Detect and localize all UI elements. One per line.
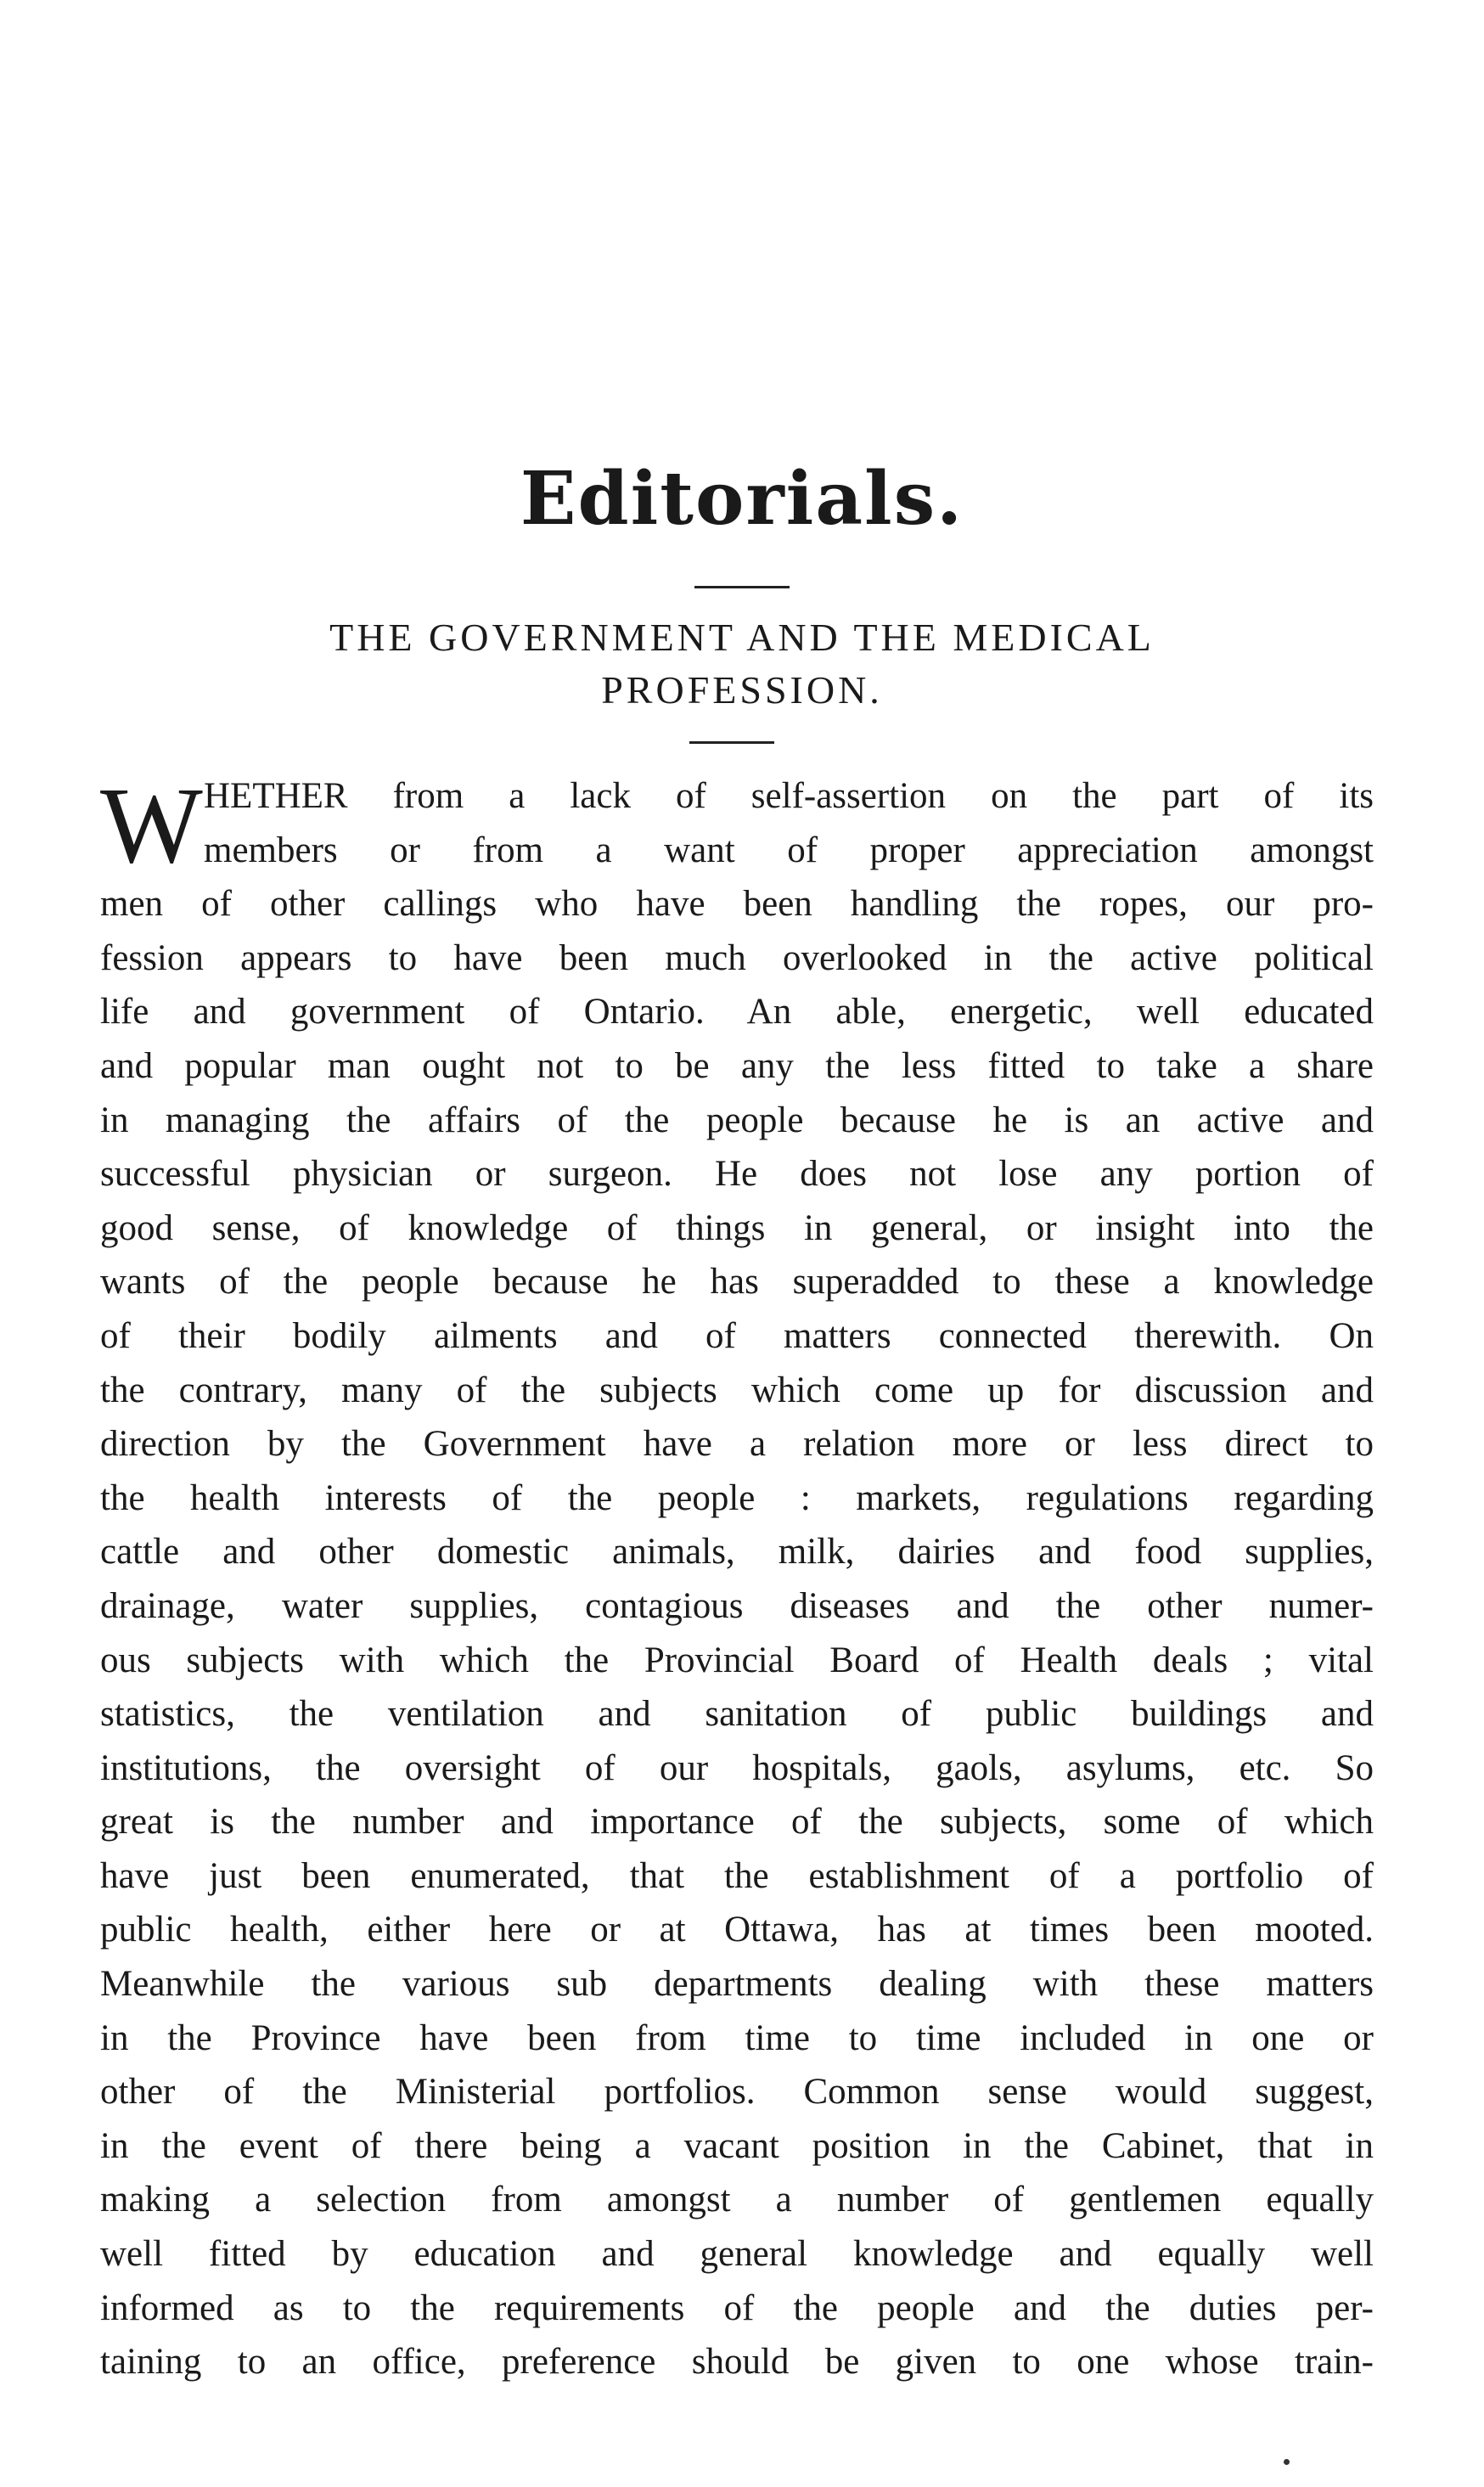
article-body <box>100 765 1374 2389</box>
text-line: members or from a want of proper appreciation amongst <box>204 830 1374 870</box>
text-line: direction by the Government have a relation more or less direct to <box>100 1424 1374 1465</box>
text-line: in managing the affairs of the people because he is an active and <box>100 1100 1374 1140</box>
text-line: statistics, the ventilation and sanitation of public buildings and <box>100 1694 1374 1735</box>
text-line: public health, either here or at Ottawa, has at times been mooted. <box>100 1910 1374 1950</box>
text-line: good sense, of knowledge of things in general, or insight into the <box>100 1207 1374 1248</box>
text-line: of their bodily ailments and of matters connected therewith. On <box>100 1315 1374 1356</box>
text-line: the contrary, many of the subjects which come up for discussion and <box>100 1370 1374 1410</box>
article-headline <box>127 611 1357 717</box>
text-line: taining to an office, preference should be given to one whose train- <box>100 2342 1374 2383</box>
text-line: drainage, water supplies, contagious diseases and the other numer- <box>100 1585 1374 1626</box>
page-mark <box>1284 2459 1290 2465</box>
drop-cap: W <box>100 765 200 886</box>
headline-line-1: THE GOVERNMENT AND THE MEDICAL <box>329 616 1155 659</box>
headline-line-2: PROFESSION. <box>601 668 883 712</box>
text-line: in the event of there being a vacant position in the Cabinet, that in <box>100 2125 1374 2166</box>
text-line: great is the number and importance of the subjects, some of which <box>100 1802 1374 1843</box>
text-line: successful physician or surgeon. He does not lose any portion of <box>100 1154 1374 1195</box>
title-divider <box>694 586 790 588</box>
text-line: men of other callings who have been handling the ropes, our pro- <box>100 884 1374 925</box>
text-line: well fitted by education and general knowledge and equally well <box>100 2234 1374 2275</box>
text-line: other of the Ministerial portfolios. Common sense would suggest, <box>100 2072 1374 2113</box>
text-line: HETHER from a lack of self-assertion on the part of its <box>204 776 1374 816</box>
text-line: Meanwhile the various sub departments dealing with these matters <box>100 1964 1374 2005</box>
text-line: wants of the people because he has superadded to these a knowledge <box>100 1262 1374 1303</box>
text-line: life and government of Ontario. An able, energetic, well educated <box>100 992 1374 1032</box>
text-line: informed as to the requirements of the people and the duties per- <box>100 2287 1374 2328</box>
text-line: in the Province have been from time to time included in one or <box>100 2017 1374 2058</box>
text-line: and popular man ought not to be any the less fitted to take a share <box>100 1045 1374 1086</box>
text-line: making a selection from amongst a number of gentlemen equally <box>100 2180 1374 2220</box>
text-line: the health interests of the people : markets, regulations regarding <box>100 1477 1374 1518</box>
text-line: cattle and other domestic animals, milk, dairies and food supplies, <box>100 1532 1374 1573</box>
text-line: ous subjects with which the Provincial Board of Health deals ; vital <box>100 1640 1374 1680</box>
text-line: institutions, the oversight of our hospitals, gaols, asylums, etc. So <box>100 1747 1374 1788</box>
headline-divider <box>689 741 774 744</box>
text-line: have just been enumerated, that the establishment of a portfolio of <box>100 1855 1374 1896</box>
text-line: fession appears to have been much overlooked in the active political <box>100 937 1374 978</box>
section-title: Editorials. <box>520 456 964 542</box>
